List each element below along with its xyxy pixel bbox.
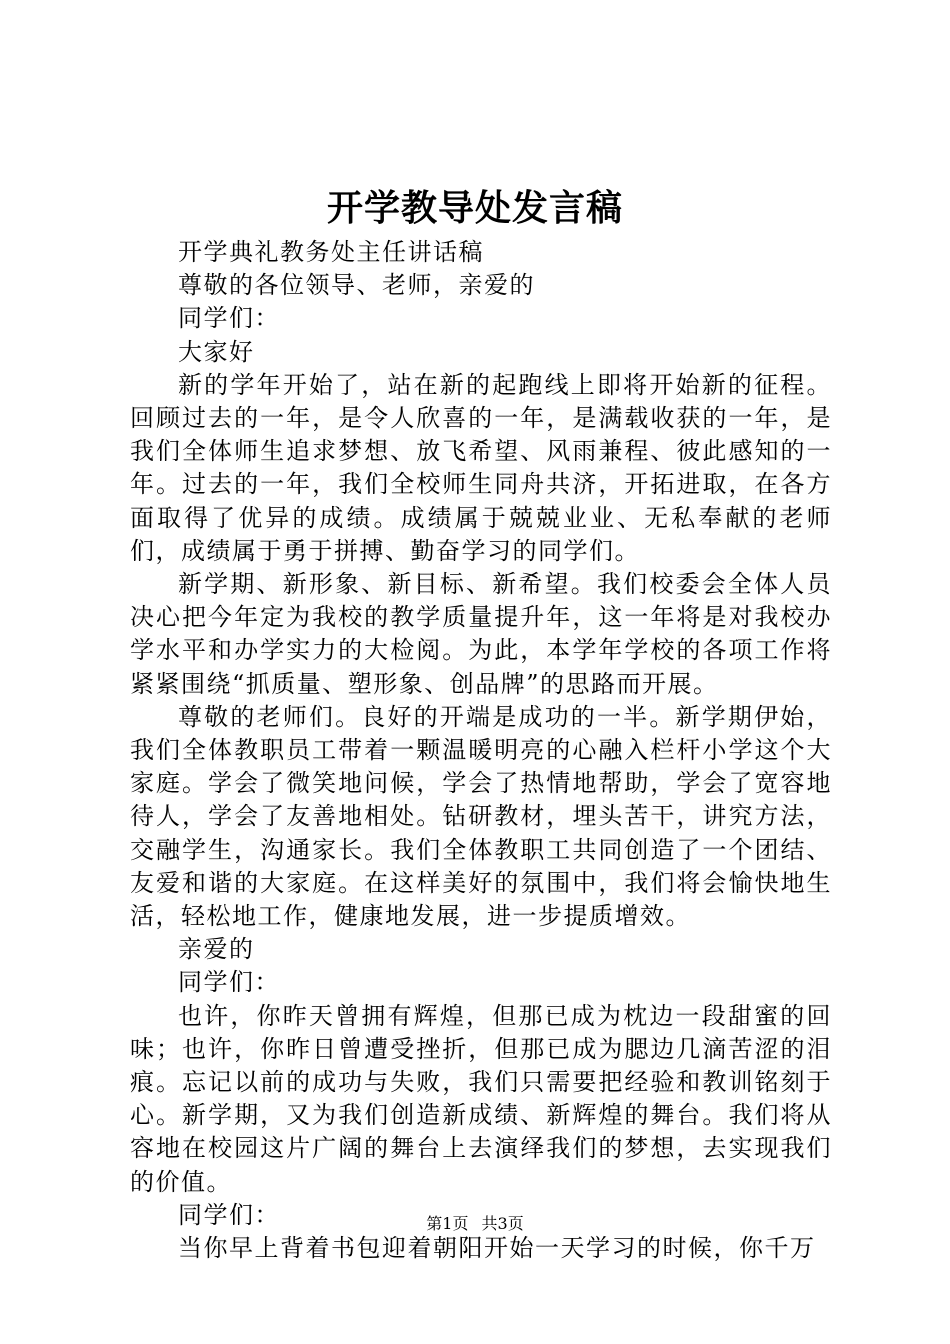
body-paragraph: 大家好 — [178, 337, 255, 366]
document-body — [130, 236, 832, 1265]
page-footer — [0, 1212, 950, 1236]
page-total: 共3页 — [481, 1214, 524, 1233]
body-paragraph: 开学典礼教务处主任讲话稿 — [178, 238, 484, 266]
body-paragraph: 同学们： — [178, 304, 280, 333]
body-paragraph: 亲爱的 — [178, 935, 255, 964]
body-paragraph: 当你早上背着书包迎着朝阳开始一天学习的时候，你千万 — [178, 1234, 816, 1263]
body-paragraph: 尊敬的老师们。良好的开端是成功的一半。新学期伊始，我们全体教职员工带着一颗温暖明亮的心融入栏杆小学这个大家庭。学会了微笑地问候，学会了热情地帮助，学会了宽容地待人，学会了友善地相处。钻研教材，埋头苦干，讲究方法，交融学生，沟通家长。我们全体教职工共同创造了一个团结、友爱和谐的大家庭。在这样美好的氛围中，我们将会愉快地生活，轻松地工作，健康地发展，进一步提质增效。 — [130, 702, 832, 931]
body-paragraph: 也许，你昨天曾拥有辉煌，但那已成为枕边一段甜蜜的回味；也许，你昨日曾遭受挫折，但那已成为腮边几滴苦涩的泪痕。忘记以前的成功与失败，我们只需要把经验和教训铭刻于心。新学期，又为我们创造新成绩、新辉煌的舞台。我们将从容地在校园这片广阔的舞台上去演绎我们的梦想，去实现我们的价值。 — [130, 1001, 832, 1196]
body-paragraph: 新学期、新形象、新目标、新希望。我们校委会全体人员决心把今年定为我校的教学质量提升年，这一年将是对我校办学水平和办学实力的大检阅。为此，本学年学校的各项工作将紧紧围绕“抓质量、塑形象、创品牌”的思路而开展。 — [130, 570, 832, 698]
body-paragraph: 同学们： — [178, 968, 280, 997]
body-paragraph: 新的学年开始了，站在新的起跑线上即将开始新的征程。回顾过去的一年，是令人欣喜的一年，是满载收获的一年，是我们全体师生追求梦想、放飞希望、风雨兼程、彼此感知的一年。过去的一年，我们全校师生同舟共济，开拓进取，在各方面取得了优异的成绩。成绩属于兢兢业业、无私奉献的老师们，成绩属于勇于拼搏、勤奋学习的同学们。 — [130, 370, 832, 565]
body-paragraph: 同学们： — [178, 1200, 280, 1229]
document-title: 开学教导处发言稿 — [326, 187, 623, 229]
page-number: 第1页 — [426, 1214, 469, 1233]
body-paragraph: 尊敬的各位领导、老师，亲爱的 — [178, 271, 535, 300]
